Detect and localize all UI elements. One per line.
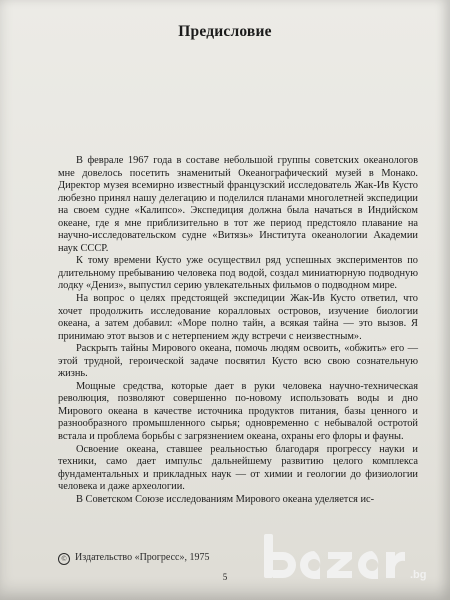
copyright-line [58, 552, 209, 565]
body-text [58, 155, 418, 506]
paragraph: В феврале 1967 года в составе небольшой группы советских океанологов мне довелось посетить знаменитый Океанографический музей в Монако. Директор музея всемирно известный французский исследователь Жак-Ив Кусто любезно принял нашу делегацию и поделился планами многолетней экспедиции на своем судне «Калипсо». Экспедиция должна была начаться в Индийском океане, где я мне приблизительно в тот же период предстояло плавание на научно-исследовательском судне «Витязь» Института океанологии Академии наук СССР. [58, 155, 418, 254]
paragraph: Освоение океана, ставшее реальностью благодаря прогрессу науки и техники, само дает импульс дальнейшему развитию целого комплекса фундаментальных и прикладных наук — от химии и геологии до физиологии человека и даже археологии. [58, 443, 418, 493]
paragraph: К тому времени Кусто уже осуществил ряд успешных экспериментов по длительному пребыванию человека под водой, создал миниатюрную подводную лодку «Дениз», выпустил серию увлекательных фильмов о подводном мире. [58, 255, 418, 292]
paragraph: Мощные средства, которые дает в руки человека научно-техническая революция, позволяют совершенно по-новому использовать воды и дно Мирового океана в качестве источника продуктов питания, базы ценного и разнообразного промышленного сырья; одновременно с небывалой остротой встала и проблема борьбы с загрязнением океана, охраны его флоры и фауны. [58, 380, 418, 443]
bazar-watermark-logo [262, 528, 440, 590]
copyright-text: Издательство «Прогресс», 1975 [75, 552, 210, 563]
page-number: 5 [222, 572, 228, 582]
paragraph: В Советском Союзе исследованиям Мирового океана уделяется ис- [76, 493, 375, 505]
paragraph: Раскрыть тайны Мирового океана, помочь людям освоить, «обжить» его — этой трудной, героической задаче посвятил Кусто всю свою сознательную жизнь. [58, 343, 418, 380]
page-title: Предисловие [178, 23, 272, 40]
paragraph: На вопрос о целях предстоящей экспедиции Жак-Ив Кусто ответил, что хочет продолжить исследование коралловых островов, изучение биологии океана, а затем добавил: «Море полно тайн, а всякая тайна — это вызов. Я принимаю этот вызов и с нетерпением жду встречи с неизвестным». [58, 293, 418, 342]
watermark-suffix: .bg [410, 569, 427, 581]
copyright-icon: © [58, 553, 70, 565]
